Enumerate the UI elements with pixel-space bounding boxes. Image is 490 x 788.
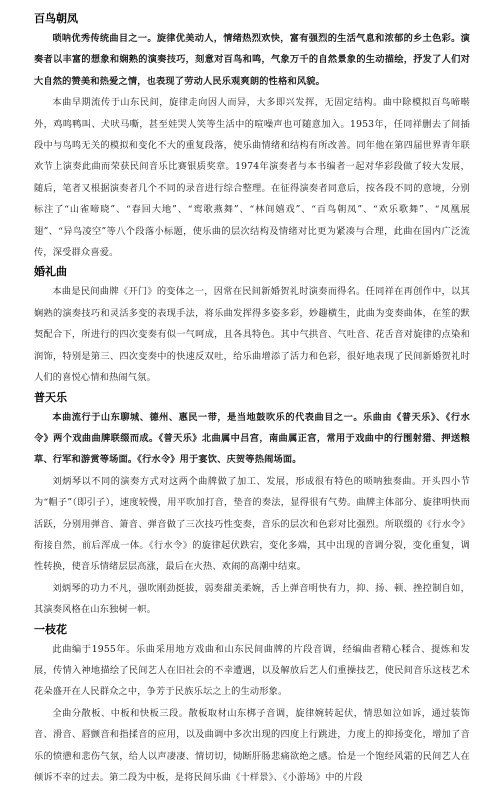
paragraph: 全曲分散板、中板和快板三段。散板取材山东梆子音调，旋律婉转起伏，情思如泣如诉，通过装饰音、滑音、唇颤音和指揉音的应用，以及曲调中多次出现的四度上行跳进，力度上的抑扬变化，增加了音乐的愤懑和悲伤气氛，给人以声凄凄、情切切，恸断肝肠悲痛欲绝之感。恰是一个饱经风霜的民间艺人在倾诉不幸的过去。第二段为中板，是将民间乐曲《十样景》、《小游场》中的片段: [34, 707, 470, 783]
section-title-yizhihua: 一枝花: [34, 622, 67, 636]
paragraph: 唢呐优秀传统曲目之一。旋律优美动人，情绪热烈欢快，富有强烈的生活气息和浓郁的乡土色彩。演奏者以丰富的想象和娴熟的演奏技巧，刻意对百鸟和鸣，气象万千的自然景象的生动描绘，抒发了人们对大自然的赞美和热爱之情，也表现了劳动人民乐观爽朗的性格和风貌。: [34, 33, 470, 87]
section-title-hunli: 婚礼曲: [34, 265, 67, 279]
section-title-putianle: 普天乐: [34, 390, 67, 404]
paragraph: 本曲流行于山东聊城、德州、惠民一带，是当地鼓吹乐的代表曲目之一。乐曲由《普天乐》、《行水令》两个戏曲曲牌联缀而成。《普天乐》北曲属中吕宫，南曲属正宫，常用于戏曲中的行围射猎、押送粮草、行军和游赏等场面。《行水令》用于宴饮、庆贺等热闹场面。: [34, 411, 470, 466]
section-title-bainiao: 百鸟朝凤: [34, 12, 78, 25]
paragraph: 刘炳琴以不同的演奏方式对这两个曲牌做了加工、发展，形成很有特色的唢呐独奏曲。开头四小节为“帽子”（即引子），速度较慢，用平吹加打音，垫音的奏法，显得很有气势。曲牌主体部分、旋律明快而活跃，分别用弹音、箫音、弹音做了三次技巧性变奏，音乐的层次和色彩对比强烈。所联缀的《行水令》衔接自然，前后浑成一体。《行水令》的旋律起伏跌宕，变化多端，其中出现的音调分裂，变化重复，调性转换，使音乐情绪层层高涨，最后在火热、欢闹的高潮中结束。: [34, 475, 470, 573]
paragraph: 此曲编于1955年。乐曲采用地方戏曲和山东民间曲牌的片段音调，经编曲者精心糅合、提炼和发展，传情入神地描绘了民间艺人在旧社会的不幸遭遇，以及解放后艺人们重操技艺，使民间音乐这枝艺术花朵盛开在人民群众之中，争芳于民族乐坛之上的生动形象。: [34, 643, 470, 698]
paragraph: 本曲是民间曲牌《开门》的变体之一，因常在民间新婚贺礼时演奏而得名。任同祥在再创作中，以其娴熟的演奏技巧和灵活多变的表现手法，将乐曲发挥得多姿多彩，妙趣横生，此曲为变奏曲体，在笙的默契配合下，所进行的四次变奏有似一气呵成，且各具特色。其中气拱音、气吐音、花舌音对旋律的点染和润饰，特别是第三、四次变奏中的快速反双吐，给乐曲增添了活力和色彩，很好地表现了民间新婚贺礼时人们的喜悦心情和热闹气氛。: [34, 286, 470, 384]
paragraph: 刘炳琴的功力不凡，强吹刚劲挺拔，弱奏甜美柔婉，舌上弹音明快有力，抑、扬、顿、挫控制自如，其演奏风格在山东独树一帜。: [34, 582, 470, 616]
paragraph: 本曲早期流传于山东民间，旋律走向因人而异，大多即兴发挥，无固定结构。曲中除模拟百鸟啼啭外，鸡鸣鸭叫、犬吠马嘶，甚至娃哭人笑等生活中的喧噪声也可随意加入。1953年，任同祥删去了间插段中与鸟鸣无关的模拟和变化不大的重复段落，使乐曲情绪和结构有所改善。同年他在第四届世界青年联欢节上演奏此曲而荣获民间音乐比赛银质奖章。1974年演奏者与本书编者一起对华彩段做了较大发展，随后，笔者又根据演奏者几个不同的录音进行综合整理。在征得演奏者同意后，按各段不同的意境，分别标注了“山雀啼晓”、“春回大地”、“鸾歌燕舞”、“林间嬉戏”、“百鸟朝凤”、“欢乐歌舞”、“凤凰展翅”、“异鸟凌空”等八个段落小标题，使乐曲的层次结构及情绪对比更为紧凑与合理，此曲在国内广泛流传，深受群众喜爱。: [34, 97, 470, 259]
